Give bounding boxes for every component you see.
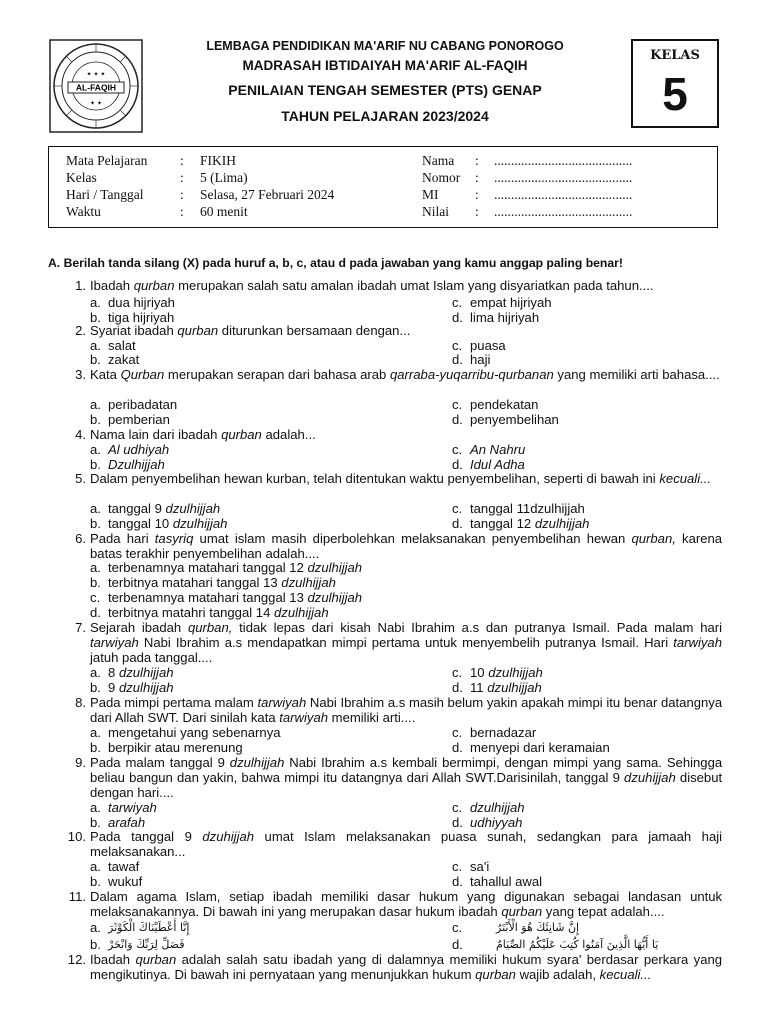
info-colon: : bbox=[180, 187, 184, 202]
question-text: Pada tanggal 9 dzuhijjah umat Islam melaksanakan puasa sunah, sedangkan para jamaah haji melaksanakan... bbox=[90, 829, 723, 859]
option-text: lima hijriyah bbox=[470, 310, 540, 325]
class-label: KELAS bbox=[650, 48, 700, 63]
question-text: Syariat ibadah qurban diturunkan bersamaan dengan... bbox=[90, 323, 411, 338]
question-text: Ibadah qurban adalah salah satu ibadah yang di dalamnya memiliki hukum syara' berdasar perkara yang mengikutinya. Di bawah ini pernyataan yang menunjukkan hukum qurban wajib adalah, kecuali... bbox=[90, 952, 723, 982]
question-number: 12. bbox=[67, 952, 86, 967]
question-number: 4. bbox=[75, 427, 86, 442]
question-text: Ibadah qurban merupakan salah satu amalan ibadah umat Islam yang disyariatkan pada tahun.... bbox=[90, 278, 654, 293]
option-text: puasa bbox=[470, 338, 506, 353]
option-text: sa'i bbox=[470, 859, 490, 874]
number-label: Nomor bbox=[422, 170, 461, 185]
section-a-instruction: A. Berilah tanda silang (X) pada huruf a, b, c, atau d pada jawaban yang kamu anggap paling benar! bbox=[48, 256, 623, 270]
school-name: MADRASAH IBTIDAIYAH MA'ARIF AL-FAQIH bbox=[242, 58, 528, 73]
option-text: إِنَّ شَانِئَكَ هُوَ الْأَبْتَرُ bbox=[496, 921, 580, 934]
option-text: 11 dzulhijjah bbox=[470, 680, 542, 695]
option-letter: d. bbox=[452, 740, 463, 755]
school-field[interactable]: ......................................... bbox=[494, 187, 633, 202]
option-text: tanggal 9 dzulhijjah bbox=[108, 501, 221, 516]
option-letter: c. bbox=[452, 665, 463, 680]
option-letter: a. bbox=[90, 338, 101, 353]
option-letter: c. bbox=[452, 920, 463, 935]
option-text: bernadazar bbox=[470, 725, 537, 740]
option-text: salat bbox=[108, 338, 136, 353]
question-text: Sejarah ibadah qurban, tidak lepas dari kisah Nabi Ibrahim a.s dan putranya Ismail. Pada malam hari tarwiyah Nabi Ibrahim a.s mendapatkan mimpi pertama untuk menyembelih putranya Ismail. Hari tarwiyah jatuh pada tanggal.... bbox=[90, 620, 723, 665]
svg-text:✦ ✦: ✦ ✦ bbox=[90, 100, 102, 107]
svg-text:✦ ✦ ✦: ✦ ✦ ✦ bbox=[86, 71, 106, 78]
option-text: An Nahru bbox=[470, 442, 526, 457]
option-text: empat hijriyah bbox=[470, 295, 552, 310]
question-text: Pada mimpi pertama malam tarwiyah Nabi Ibrahim a.s masih belum yakin apakah mimpi itu benar datangnya dari Allah SWT. Dari sinilah kata tarwiyah memiliki arti.... bbox=[90, 695, 723, 725]
option-text: wukuf bbox=[108, 874, 143, 889]
option-text: tiga hijriyah bbox=[108, 310, 175, 325]
option-letter: d. bbox=[452, 352, 463, 367]
madrasah-logo bbox=[48, 38, 144, 134]
option-text: dzulhijjah bbox=[470, 800, 525, 815]
option-letter: c. bbox=[452, 501, 463, 516]
info-value: 5 (Lima) bbox=[200, 170, 248, 185]
option-letter: b. bbox=[90, 874, 101, 889]
school-label: MI bbox=[422, 187, 439, 202]
option-text: pendekatan bbox=[470, 397, 539, 412]
class-number: 5 bbox=[662, 68, 688, 120]
option-letter: b. bbox=[90, 412, 101, 427]
option-text: pemberian bbox=[108, 412, 170, 427]
question-number: 11. bbox=[68, 889, 86, 904]
info-value: FIKIH bbox=[200, 153, 236, 168]
option-text: tanggal 10 dzulhijjah bbox=[108, 516, 228, 531]
number-field[interactable]: ......................................... bbox=[494, 170, 633, 185]
option-letter: b. bbox=[90, 815, 101, 830]
name-label: Nama bbox=[422, 153, 455, 168]
option-letter: a. bbox=[90, 501, 101, 516]
question-number: 7. bbox=[75, 620, 86, 635]
option-text: tawaf bbox=[108, 859, 140, 874]
exam-title: PENILAIAN TENGAH SEMESTER (PTS) GENAP bbox=[228, 82, 542, 98]
question-number: 2. bbox=[75, 323, 86, 338]
option-letter: b. bbox=[90, 516, 101, 531]
option-letter: d. bbox=[452, 412, 463, 427]
option-text: dua hijriyah bbox=[108, 295, 175, 310]
option-text: menyepi dari keramaian bbox=[470, 740, 610, 755]
option-letter: a. bbox=[90, 725, 101, 740]
question-text: Kata Qurban merupakan serapan dari bahasa arab qarraba-yuqarribu-qurbanan yang memiliki arti bahasa.... bbox=[90, 367, 720, 382]
option-text: 10 dzulhijjah bbox=[470, 665, 543, 680]
option-text: Al udhiyah bbox=[108, 442, 170, 457]
option-letter: d. bbox=[452, 874, 463, 889]
option-text: arafah bbox=[108, 815, 146, 830]
option-letter: c. bbox=[452, 397, 463, 412]
option-letter: b. bbox=[90, 575, 101, 590]
name-field[interactable]: ......................................... bbox=[494, 153, 633, 168]
option-text: Dzulhijjah bbox=[108, 457, 165, 472]
question-text: Dalam penyembelihan hewan kurban, telah ditentukan waktu penyembelihan, seperti di bawah ini kecuali... bbox=[90, 471, 712, 486]
info-colon: : bbox=[180, 153, 184, 168]
question-number: 3. bbox=[75, 367, 86, 382]
option-text: penyembelihan bbox=[470, 412, 559, 427]
option-text: terbenamnya matahari tanggal 13 dzulhijjah bbox=[108, 590, 363, 605]
option-letter: c. bbox=[452, 338, 463, 353]
option-text: tanggal 11dzulhijjah bbox=[470, 501, 585, 516]
option-text: فَصَلِّ لِرَبِّكَ وَانْحَرْ bbox=[108, 938, 185, 951]
question-number: 6. bbox=[75, 531, 86, 546]
option-letter: c. bbox=[452, 442, 463, 457]
option-letter: c. bbox=[452, 859, 463, 874]
option-text: Idul Adha bbox=[470, 457, 525, 472]
question-number: 1. bbox=[75, 278, 86, 293]
option-letter: a. bbox=[90, 920, 101, 935]
option-text: zakat bbox=[108, 352, 140, 367]
question-text: Dalam agama Islam, setiap ibadah memiliki dasar hukum yang digunakan sebagai landasan untuk melaksanakannya. Di bawah ini yang merupakan dasar hukum ibadah qurban yang tepat adalah.... bbox=[90, 889, 723, 919]
info-colon: : bbox=[180, 204, 184, 219]
option-text: terbitnya matahri tanggal 14 dzulhijjah bbox=[108, 605, 329, 620]
option-letter: a. bbox=[90, 442, 101, 457]
info-colon: : bbox=[180, 170, 184, 185]
question-number: 9. bbox=[75, 755, 86, 770]
option-letter: b. bbox=[90, 680, 101, 695]
option-text: udhiyyah bbox=[470, 815, 523, 830]
option-letter: b. bbox=[90, 740, 101, 755]
option-letter: d. bbox=[452, 937, 463, 952]
option-letter: a. bbox=[90, 665, 101, 680]
option-letter: a. bbox=[90, 800, 101, 815]
question-number: 8. bbox=[75, 695, 86, 710]
info-colon: : bbox=[475, 170, 479, 185]
institution-name: LEMBAGA PENDIDIKAN MA'ARIF NU CABANG PONOROGO bbox=[206, 39, 564, 53]
option-letter: a. bbox=[90, 859, 101, 874]
info-colon: : bbox=[475, 187, 479, 202]
question-number: 10. bbox=[67, 829, 86, 844]
option-letter: d. bbox=[452, 516, 463, 531]
option-letter: d. bbox=[452, 815, 463, 830]
option-letter: c. bbox=[452, 295, 463, 310]
option-letter: b. bbox=[90, 937, 101, 952]
option-text: berpikir atau merenung bbox=[108, 740, 243, 755]
option-letter: d. bbox=[90, 605, 101, 620]
score-label: Nilai bbox=[422, 204, 449, 219]
option-letter: a. bbox=[90, 295, 101, 310]
option-text: 8 dzulhijjah bbox=[108, 665, 174, 680]
option-text: mengetahui yang sebenarnya bbox=[108, 725, 281, 740]
logo-text: AL-FAQIH bbox=[75, 82, 117, 93]
option-letter: b. bbox=[90, 352, 101, 367]
option-letter: c. bbox=[90, 590, 101, 605]
info-colon: : bbox=[475, 153, 479, 168]
option-letter: d. bbox=[452, 310, 463, 325]
option-letter: a. bbox=[90, 397, 101, 412]
option-text: tanggal 12 dzulhijjah bbox=[470, 516, 590, 531]
option-text: terbenamnya matahari tanggal 12 dzulhijjah bbox=[108, 560, 363, 575]
info-label: Kelas bbox=[66, 170, 97, 185]
question-text: Pada hari tasyriq umat islam masih diperbolehkan melaksanakan penyembelihan hewan qurban, karena batas terakhir penyembelihan adalah.... bbox=[90, 531, 723, 561]
option-text: يَا أَيُّهَا الَّذِينَ آمَنُوا كُتِبَ عَلَيْكُمُ الصِّيَامُ bbox=[496, 938, 659, 951]
option-text: peribadatan bbox=[108, 397, 178, 412]
info-value: Selasa, 27 Februari 2024 bbox=[200, 187, 335, 202]
info-label: Hari / Tanggal bbox=[66, 187, 144, 202]
question-text: Pada malam tanggal 9 dzulhijjah Nabi Ibrahim a.s kembali bermimpi, dengan mimpi yang sama. Sehingga beliau bangun dan yakin, bahwa mimpi itu datangnya dari Allah SWT.Darisinilah, tanggal 9 dzuhijjah disebut dengan hari.... bbox=[90, 755, 723, 800]
question-text: Nama lain dari ibadah qurban adalah... bbox=[90, 427, 316, 442]
option-letter: b. bbox=[90, 310, 101, 325]
info-label: Waktu bbox=[66, 204, 101, 219]
option-letter: d. bbox=[452, 457, 463, 472]
class-box bbox=[631, 39, 719, 128]
option-text: tahallul awal bbox=[470, 874, 543, 889]
option-letter: b. bbox=[90, 457, 101, 472]
student-info-box bbox=[48, 146, 718, 228]
info-colon: : bbox=[475, 204, 479, 219]
option-text: terbitnya matahari tanggal 13 dzulhijjah bbox=[108, 575, 336, 590]
option-text: tarwiyah bbox=[108, 800, 157, 815]
option-text: haji bbox=[470, 352, 491, 367]
option-letter: d. bbox=[452, 680, 463, 695]
option-text: 9 dzulhijjah bbox=[108, 680, 174, 695]
option-letter: c. bbox=[452, 800, 463, 815]
option-letter: c. bbox=[452, 725, 463, 740]
info-value: 60 menit bbox=[200, 204, 248, 219]
score-field[interactable]: ......................................... bbox=[494, 204, 633, 219]
info-label: Mata Pelajaran bbox=[66, 153, 148, 168]
question-number: 5. bbox=[75, 471, 86, 486]
option-letter: a. bbox=[90, 560, 101, 575]
academic-year: TAHUN PELAJARAN 2023/2024 bbox=[281, 108, 489, 124]
option-text: إِنَّا أَعْطَيْنَاكَ الْكَوْثَرَ bbox=[108, 921, 190, 934]
